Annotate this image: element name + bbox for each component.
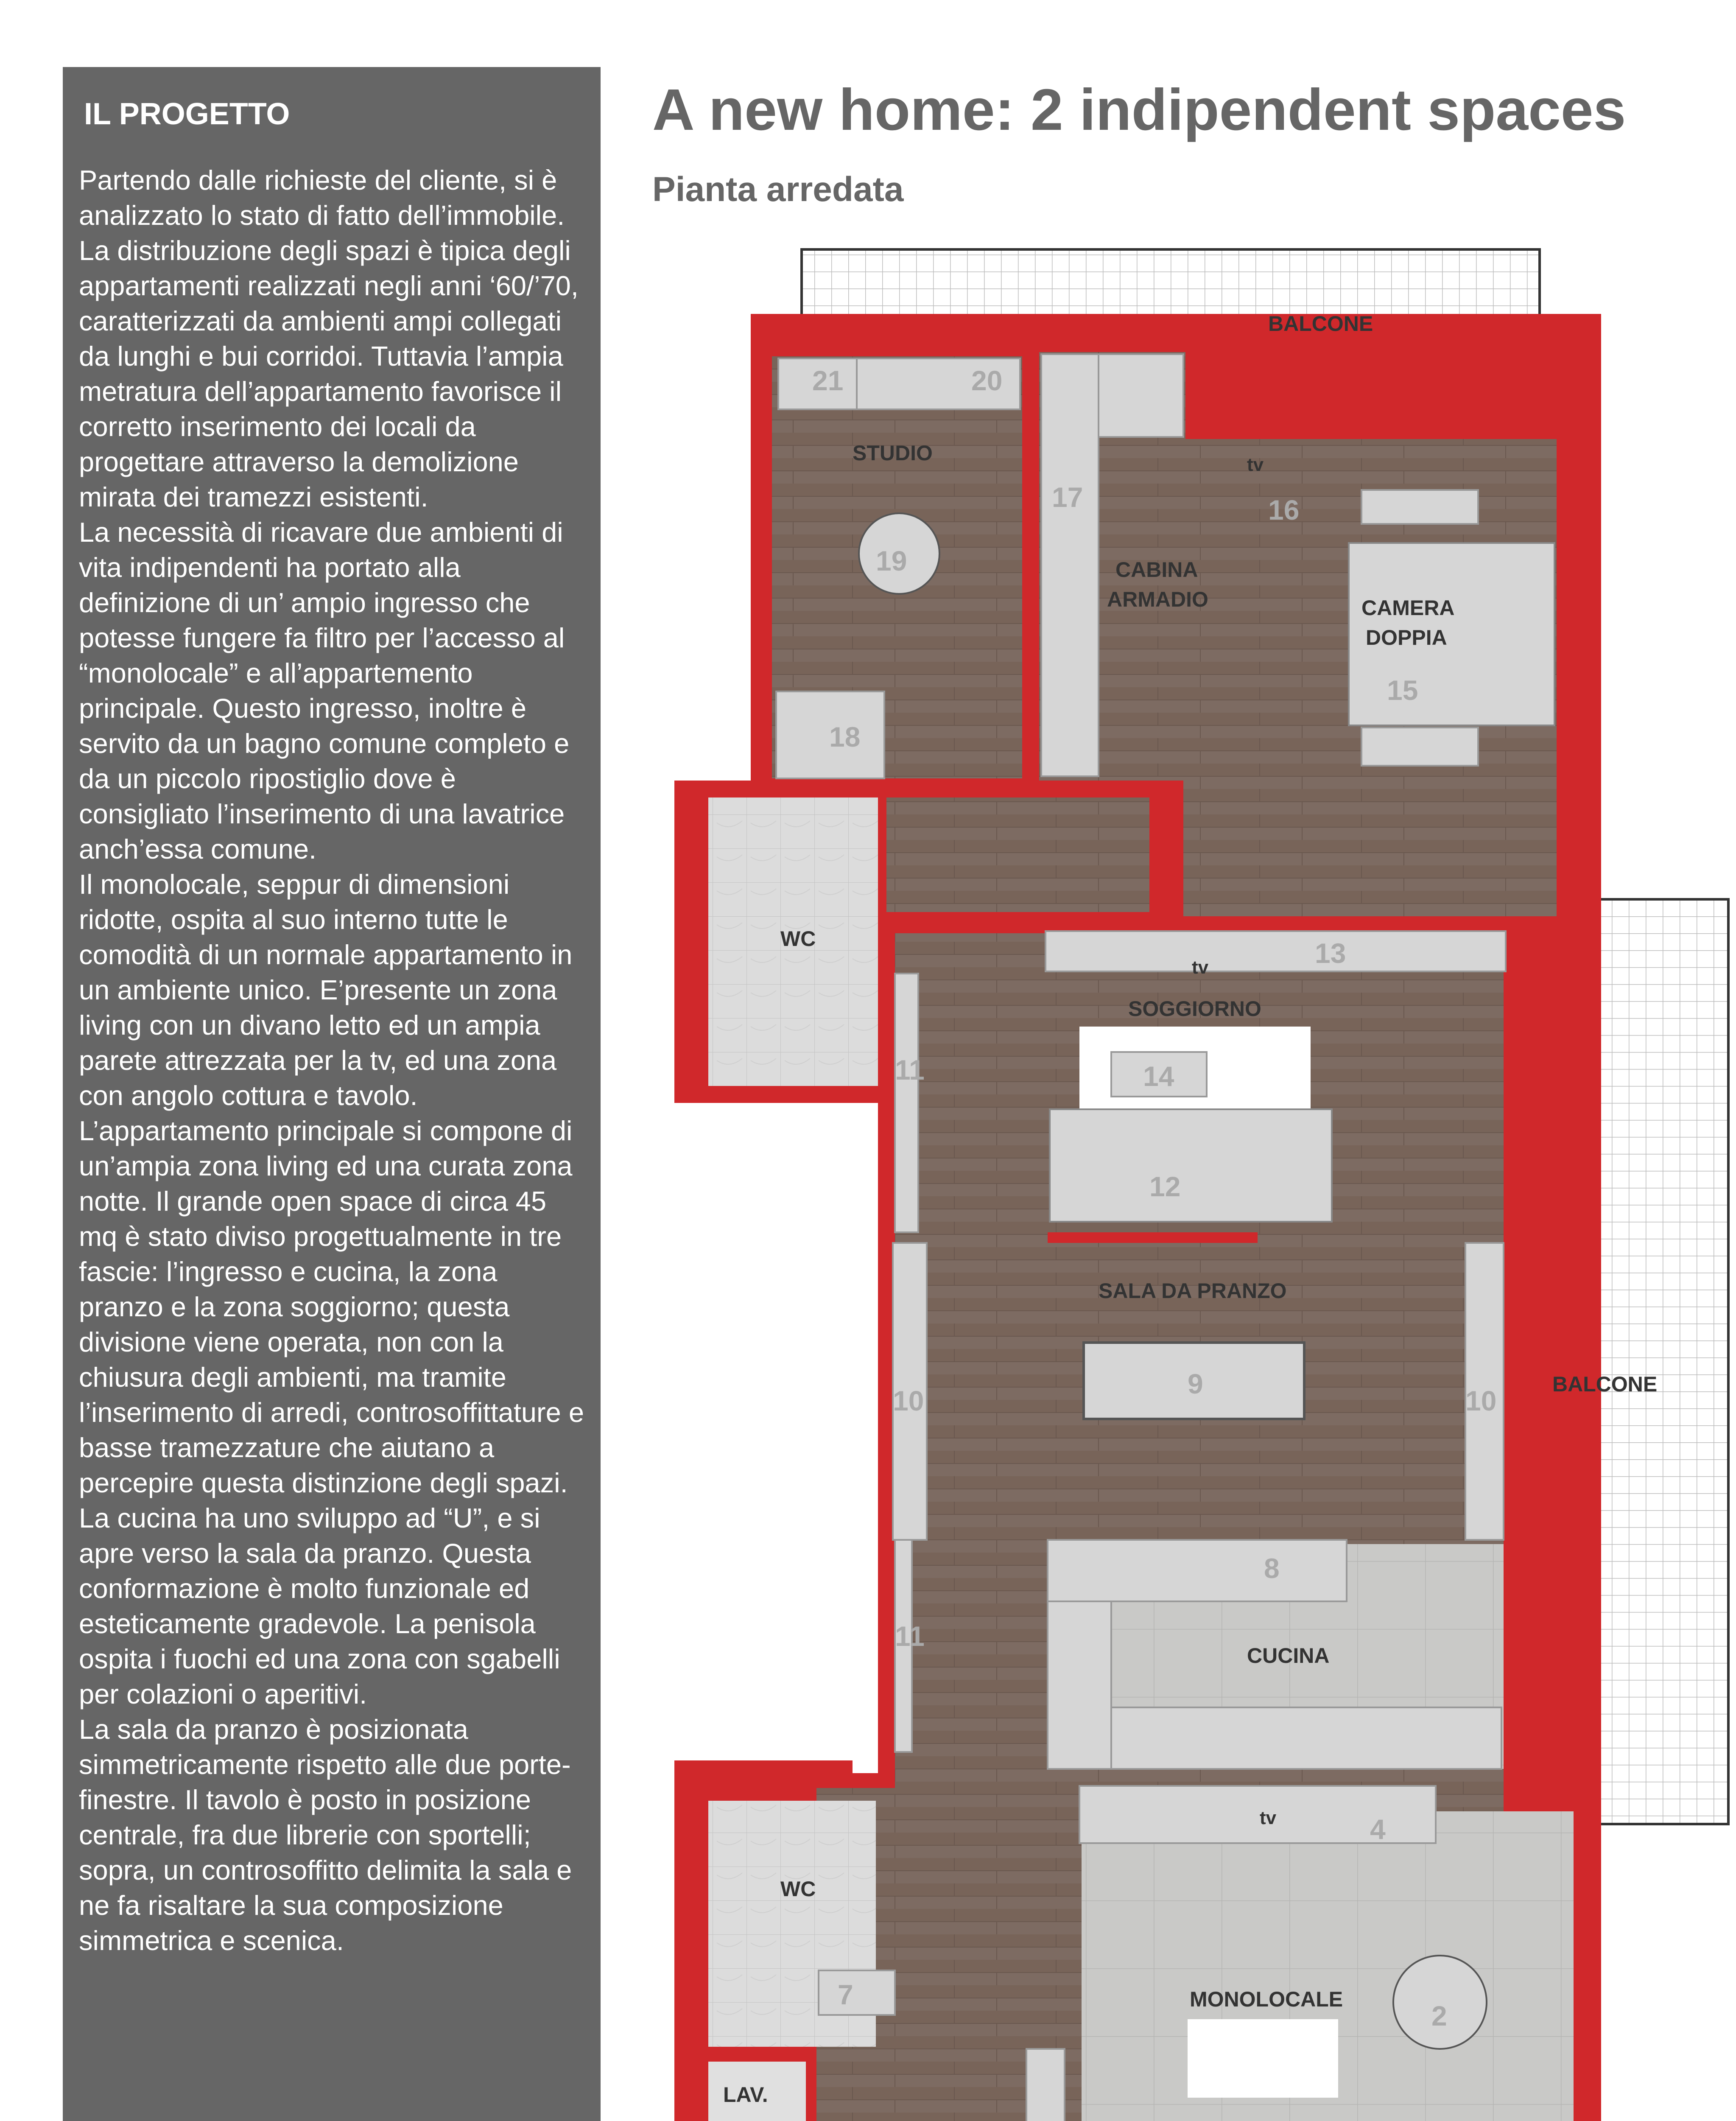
paragraph: La cucina ha uno sviluppo ad “U”, e si apre verso la sala da pranzo. Questa conformazione è molto funzionale ed esteticamente gradevole. La penisola ospita i fuochi ed una zona con sgabelli per colazioni o aperitivi. [79,1503,560,1710]
kitchen-left [1048,1601,1111,1769]
corridor-floor [886,797,1149,912]
number-16: 16 [1268,494,1300,526]
bedside-bottom [1361,728,1478,766]
tv-label-camera: tv [1247,454,1264,475]
label-monolocale: MONOLOCALE [1190,1987,1343,2011]
paragraph: La sala da pranzo è posizionata simmetricamente rispetto alle due porte-finestre. Il tavolo è posto in posizione centrale, fra due librerie con sportelli; sopra, un controsoffitto delimita la sala e ne fa risaltare la sua composizione simmetrica e scenica. [79,1714,572,1956]
page-title: A new home: 2 indipendent spaces [652,77,1626,143]
wardrobe-17 [1041,354,1099,776]
label-camera: CAMERA [1361,596,1455,620]
label-cabina: CABINA [1115,558,1198,582]
cabinet-11-top [895,974,918,1232]
number-12: 12 [1149,1171,1181,1202]
number-14: 14 [1143,1060,1174,1092]
label-balcone-right: BALCONE [1552,1372,1658,1396]
paragraph: L’appartamento principale si compone di un’ampia zona living ed una curata zona notte. Il grande open space di circa 45 mq è stato diviso progettualmente in tre fascie: l’ingresso e cucina, la zona pranzo e la zona soggiorno; questa divisione viene operata, non con la chiusura degli ambienti, ma tramite l’inserimento di arredi, controsoffittature e basse tramezzature che aiutano a percepire questa distinzione degli spazi. [79,1115,584,1498]
paragraph: Partendo dalle richieste del cliente, si è analizzato lo stato di fatto dell’immobile. La distribuzione degli spazi è tipica degli appartamenti realizzati negli anni ‘60/’70, caratterizzati da ambienti ampi collegati da lunghi e bui corridoi. Tuttavia l’ampia metratura dell’appartamento favorisce il corretto inserimento dei locali da progettare attraverso la demolizione mirata dei tramezzi esistenti. [79,165,579,512]
number-9: 9 [1188,1368,1203,1399]
cabinet-1 [1026,2049,1065,2121]
number-18: 18 [829,721,861,753]
wardrobe-top [1099,354,1183,437]
number-2: 2 [1431,2000,1447,2031]
label-studio: STUDIO [853,441,933,465]
page-subtitle: Pianta arredata [652,170,904,209]
number-17: 17 [1052,481,1083,513]
monolocale-rug [1188,2019,1338,2098]
kitchen-bottom [1111,1707,1501,1769]
label-cucina: CUCINA [1247,1644,1330,1668]
number-21: 21 [812,365,844,396]
tv-label-monolocale: tv [1260,1808,1277,1828]
label-wc-top: WC [780,927,816,951]
label-soggiorno: SOGGIORNO [1128,997,1261,1021]
number-11-top: 11 [895,1054,925,1086]
number-10-left: 10 [893,1385,924,1416]
sofa-12 [1050,1109,1332,1222]
soggiorno-divider [1048,1232,1258,1243]
paragraph: Il monolocale, seppur di dimensioni ridotte, ospita al suo interno tutte le comodità di un normale appartamento in un ambiente unico. E’presente un zona living con un divano letto ed un ampia parete attrezzata per la tv, ed una zona con angolo cottura e tavolo. [79,869,573,1111]
number-10-right: 10 [1465,1385,1497,1416]
number-8: 8 [1264,1553,1280,1584]
label-doppia: DOPPIA [1366,626,1447,649]
label-lav: LAV. [723,2083,768,2107]
bedside-top [1361,490,1478,524]
paragraph: La necessità di ricavare due ambienti di vita indipendenti ha portato alla definizione di un’ ampio ingresso che potesse fungere fa filtro per l’accesso al “monolocale” e all’appartemento principale. Questo ingresso, inoltre è servito da un bagno comune completo e da un piccolo ripostiglio dove è consigliato l’inserimento di una lavatrice anch’essa comune. [79,517,570,865]
tv-wall-13 [1046,931,1506,971]
number-15: 15 [1387,674,1418,706]
label-sala-pranzo: SALA DA PRANZO [1099,1279,1287,1303]
cabinet-7 [819,1970,895,2015]
number-4: 4 [1370,1813,1386,1845]
tv-label-soggiorno: tv [1192,957,1209,978]
label-balcone-top: BALCONE [1268,312,1373,336]
label-armadio: ARMADIO [1107,588,1208,611]
panel-heading: IL PROGETTO [84,97,290,131]
number-20: 20 [971,365,1003,396]
peninsula-8 [1048,1540,1347,1601]
number-11-bottom: 11 [895,1620,925,1652]
number-13: 13 [1315,937,1346,969]
number-7: 7 [838,1979,853,2010]
number-19: 19 [876,545,907,576]
label-wc-bottom: WC [780,1877,816,1901]
